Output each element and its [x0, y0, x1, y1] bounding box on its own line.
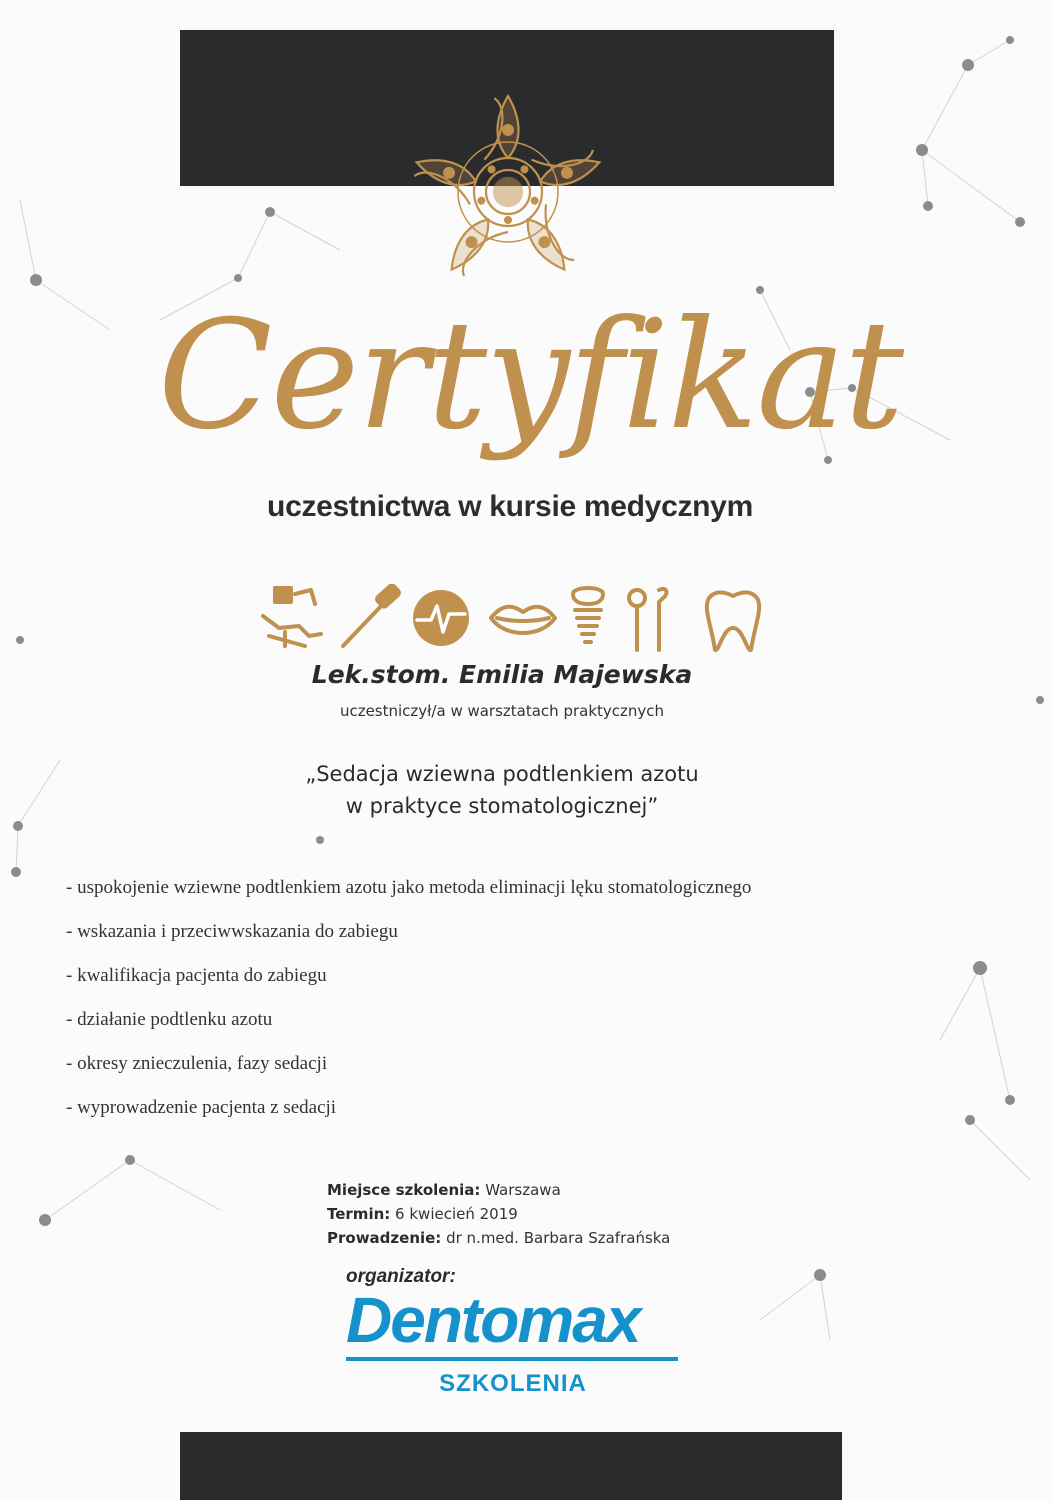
topic-item: - okresy znieczulenia, fazy sedacji [66, 1053, 328, 1074]
tooth-icon [707, 592, 759, 650]
topic-item: - kwalifikacja pacjenta do zabiegu [66, 965, 327, 986]
date-value: 6 kwiecień 2019 [395, 1205, 518, 1223]
date-row [327, 1202, 787, 1226]
course-title [150, 758, 854, 822]
logo-underline [346, 1357, 678, 1361]
dental-tools-icon [629, 589, 666, 650]
training-details [327, 1178, 787, 1250]
bottom-dark-band [180, 1432, 842, 1500]
topic-item: - uspokojenie wziewne podtlenkiem azotu jako metoda eliminacji lęku stomatologicznego [66, 877, 752, 898]
date-label: Termin: [327, 1205, 391, 1223]
lips-icon [491, 607, 555, 633]
certificate-subtitle: uczestnictwa w kursie medycznym [267, 490, 753, 523]
course-title-line: „Sedacja wziewna podtlenkiem azotu [305, 762, 699, 786]
mandala-emblem-icon [410, 88, 606, 296]
topic-item: - wskazania i przeciwwskazania do zabiegu [66, 921, 398, 942]
heartbeat-icon [413, 590, 469, 646]
place-value: Warszawa [485, 1181, 561, 1199]
course-title-line: w praktyce stomatologicznej” [345, 794, 659, 818]
topic-item: - wyprowadzenie pacjenta z sedacji [66, 1097, 337, 1118]
topic-item: - działanie podtlenku azotu [66, 1009, 273, 1030]
place-row [327, 1178, 787, 1202]
place-label: Miejsce szkolenia: [327, 1181, 481, 1199]
lead-row [327, 1226, 787, 1250]
logo-subtitle: SZKOLENIA [439, 1370, 587, 1397]
dental-chair-icon [263, 588, 321, 646]
toothbrush-icon [343, 584, 400, 646]
dentomax-logo: Dentomax [346, 1284, 640, 1356]
participant-name: Lek.stom. Emilia Majewska [311, 660, 693, 689]
dental-icons-row [255, 584, 765, 654]
participation-text: uczestniczył/a w warsztatach praktycznych [339, 702, 665, 720]
certificate-title: Certyfikat [157, 289, 903, 463]
lead-label: Prowadzenie: [327, 1229, 442, 1247]
topics-list [66, 876, 886, 1140]
lead-value: dr n.med. Barbara Szafrańska [446, 1229, 671, 1247]
organizer-label: organizator: [346, 1266, 456, 1287]
dental-implant-icon [573, 588, 603, 642]
